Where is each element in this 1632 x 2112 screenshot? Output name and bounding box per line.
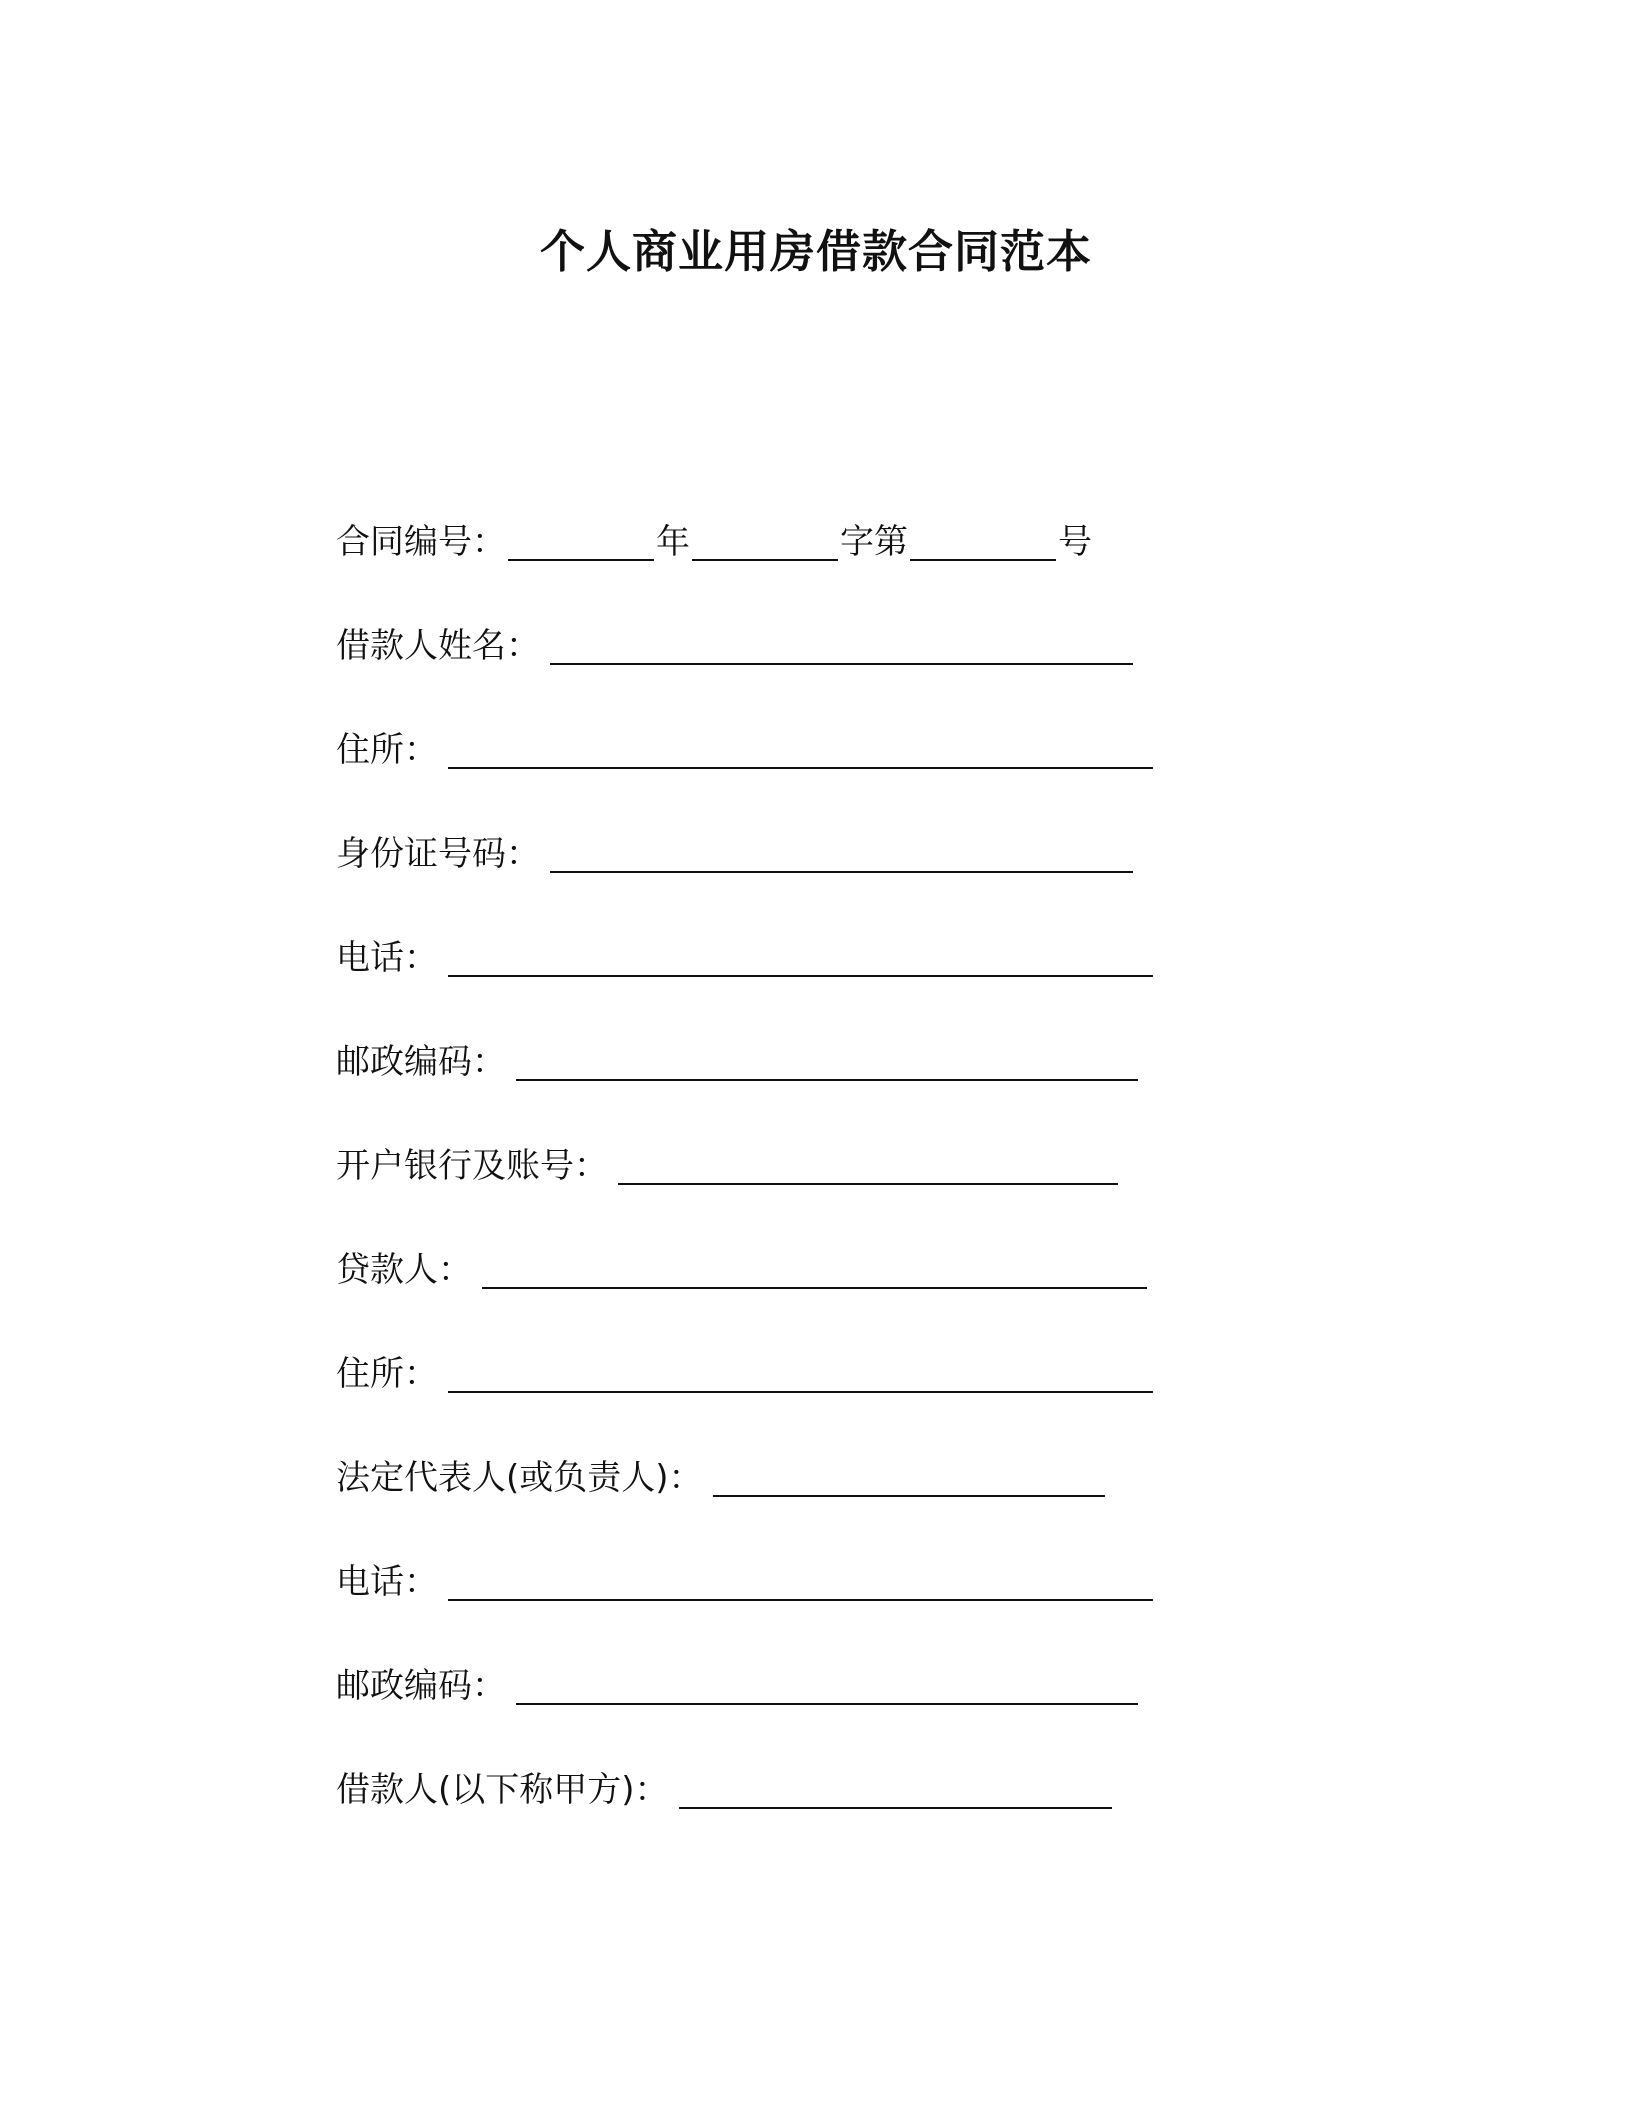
contract-number-suffix: 号 — [1058, 522, 1092, 562]
lender-row — [336, 1218, 1336, 1322]
id-number-label: 身份证号码： — [336, 834, 540, 874]
borrower-name-label: 借款人姓名： — [336, 626, 540, 666]
bank-account-label: 开户银行及账号： — [336, 1146, 608, 1186]
lender-postal-label: 邮政编码： — [336, 1666, 506, 1706]
borrower-phone-row — [336, 906, 1336, 1010]
borrower-postal-row — [336, 1010, 1336, 1114]
borrower-postal-label: 邮政编码： — [336, 1042, 506, 1082]
bank-account-row — [336, 1114, 1336, 1218]
lender-postal-row — [336, 1634, 1336, 1738]
legal-representative-row — [336, 1426, 1336, 1530]
party-a-label: 借款人(以下称甲方)： — [336, 1770, 669, 1810]
lender-postal-blank[interactable] — [516, 1663, 1138, 1705]
borrower-phone-blank[interactable] — [448, 935, 1153, 977]
contract-number-row — [336, 490, 1336, 594]
contract-year-blank[interactable] — [508, 519, 654, 561]
lender-phone-row — [336, 1530, 1336, 1634]
id-number-blank[interactable] — [550, 831, 1133, 873]
borrower-postal-blank[interactable] — [516, 1039, 1138, 1081]
contract-fields — [336, 490, 1336, 1842]
borrower-phone-label: 电话： — [336, 938, 438, 978]
bank-account-blank[interactable] — [618, 1143, 1118, 1185]
id-number-row — [336, 802, 1336, 906]
contract-character-blank[interactable] — [692, 519, 838, 561]
lender-address-blank[interactable] — [448, 1351, 1153, 1393]
borrower-name-row — [336, 594, 1336, 698]
lender-label: 贷款人： — [336, 1250, 472, 1290]
lender-address-label: 住所： — [336, 1354, 438, 1394]
contract-number-label: 合同编号： — [336, 522, 506, 562]
contract-number-blank[interactable] — [910, 519, 1056, 561]
document-title: 个人商业用房借款合同范本 — [539, 225, 1092, 278]
party-a-blank[interactable] — [679, 1767, 1112, 1809]
contract-year-label: 年 — [656, 522, 690, 562]
borrower-address-label: 住所： — [336, 730, 438, 770]
lender-phone-label: 电话： — [336, 1562, 438, 1602]
lender-phone-blank[interactable] — [448, 1559, 1153, 1601]
legal-representative-label: 法定代表人(或负责人)： — [336, 1458, 703, 1498]
borrower-address-blank[interactable] — [448, 727, 1153, 769]
borrower-name-blank[interactable] — [550, 623, 1133, 665]
borrower-address-row — [336, 698, 1336, 802]
lender-address-row — [336, 1322, 1336, 1426]
contract-character-label: 字第 — [840, 522, 908, 562]
legal-representative-blank[interactable] — [713, 1455, 1105, 1497]
lender-blank[interactable] — [482, 1247, 1147, 1289]
party-a-row — [336, 1738, 1336, 1842]
